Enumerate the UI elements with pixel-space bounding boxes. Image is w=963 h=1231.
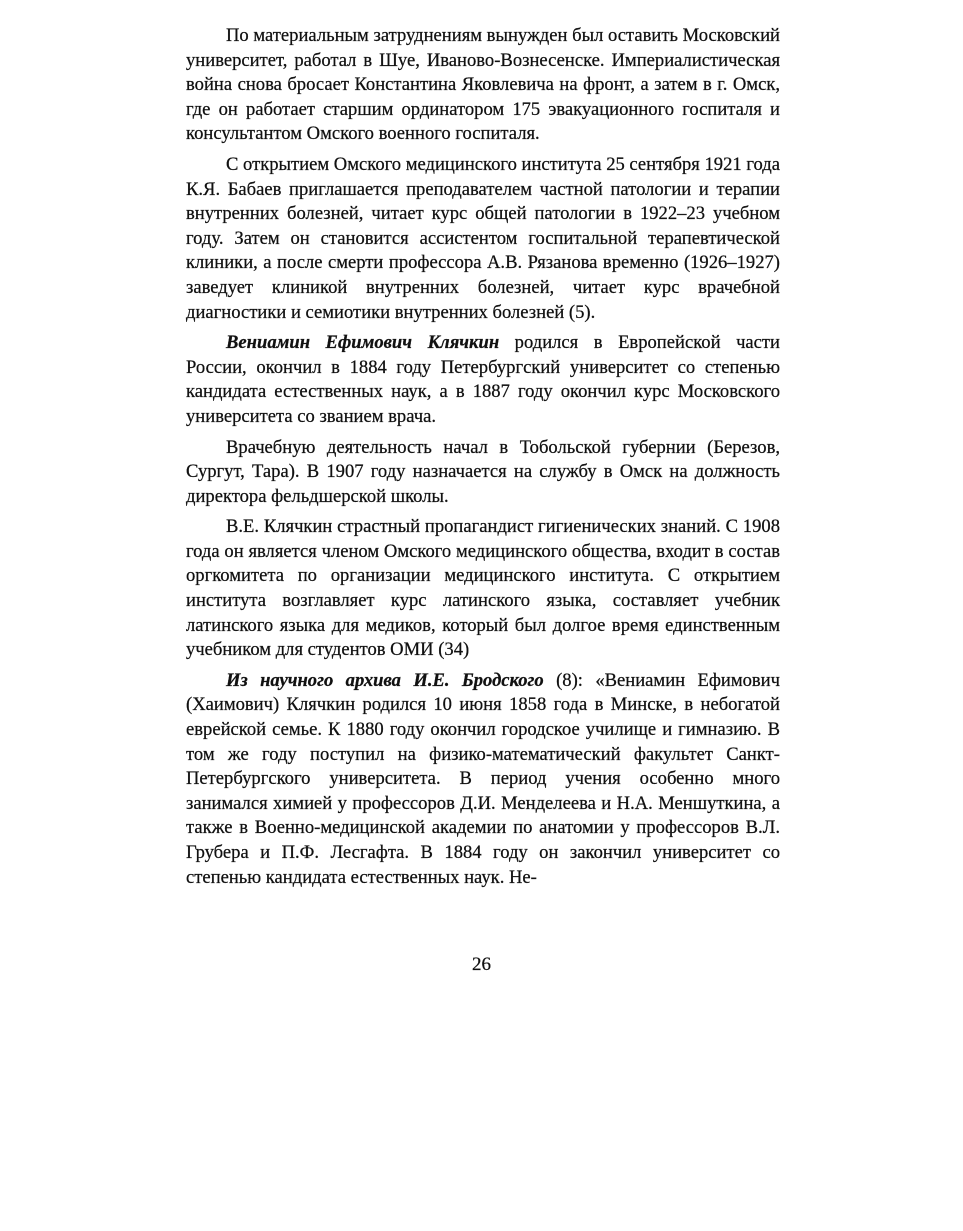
person-name-heading: Вениамин Ефимович Клячкин	[226, 332, 500, 354]
archive-source-heading: Из научного архива И.Е. Бродского	[226, 669, 544, 691]
paragraph-2	[186, 153, 780, 325]
paragraph-6	[186, 669, 780, 890]
paragraph-3	[186, 331, 780, 429]
paragraph-1-text: По материальным затруднениям вынужден был оставить Московский университет, работал в Шуе, Иваново-Вознесенске. Империалистическая война снова бросает Константина Яковлевича на фронт, а затем в г. Омск, где он работает старшим ординатором 175 эвакуационного госпиталя и консультантом Омского военного госпиталя.	[186, 25, 780, 145]
paragraph-4-text: Врачебную деятельность начал в Тобольской губернии (Березов, Сургут, Тара). В 1907 году назначается на службу в Омск на должность директора фельдшерской школы.	[186, 436, 780, 507]
page-body	[186, 24, 780, 896]
paragraph-5-text: В.Е. Клячкин страстный пропагандист гигиенических знаний. С 1908 года он является членом Омского медицинского общества, входит в состав оргкомитета по организации медицинского института. С открытием института возглавляет курс латинского языка, составляет учебник латинского языка для медиков, который был долгое время единственным учебником для студентов ОМИ (34)	[186, 516, 780, 661]
paragraph-5	[186, 515, 780, 663]
paragraph-6-text: (8): «Вениамин Ефимович (Хаимович) Клячкин родился 10 июня 1858 года в Минске, в небогатой еврейской семье. К 1880 году окончил городское училище и гимназию. В том же году поступил на физико-математический факультет Санкт-Петербургского университета. В период учения особенно много занимался химией у профессоров Д.И. Менделеева и Н.А. Меншуткина, а также в Военно-медицинской академии по анатомии у профессоров В.Л. Грубера и П.Ф. Лесгафта. В 1884 году он закончил университет со степенью кандидата естественных наук. Не-	[186, 669, 780, 888]
page-number: 26	[472, 954, 491, 975]
paragraph-3-text: родился в Европейской части России, окончил в 1884 году Петербургский университет со степенью кандидата естественных наук, а в 1887 году окончил курс Московского университета со званием врача.	[186, 332, 780, 427]
paragraph-1	[186, 24, 780, 147]
paragraph-4	[186, 436, 780, 510]
paragraph-2-text: С открытием Омского медицинского института 25 сентября 1921 года К.Я. Бабаев приглашается преподавателем частной патологии и терапии внутренних болезней, читает курс общей патологии в 1922–23 учебном году. Затем он становится ассистентом госпитальной терапевтической клиники, а после смерти профессора А.В. Рязанова временно (1926–1927) заведует клиникой внутренних болезней, читает курс врачебной диагностики и семиотики внутренних болезней (5).	[186, 153, 780, 323]
